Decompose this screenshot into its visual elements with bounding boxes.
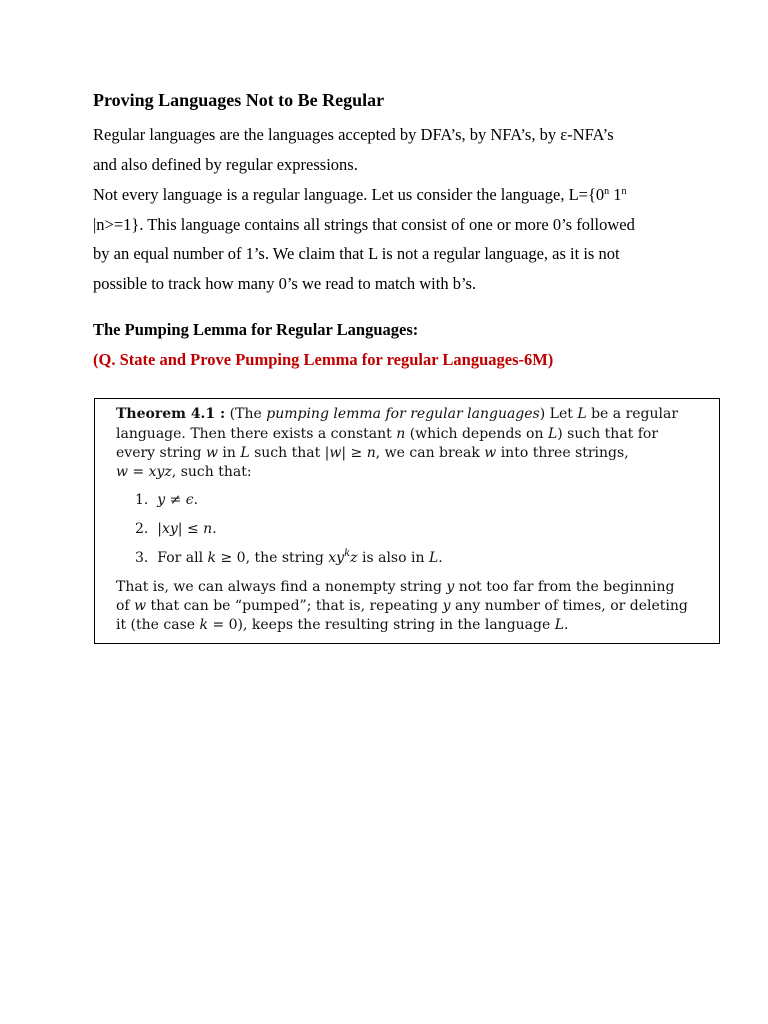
conclusion-2-a: of <box>116 598 135 614</box>
example-line-4: possible to track how many 0’s we read to match with b’s. <box>93 274 477 294</box>
theorem-l3-k: into three strings, <box>496 445 629 461</box>
superscript-n-2: n <box>621 186 627 197</box>
conclusion-2-b: w <box>134 598 147 614</box>
condition-3-f: is also in <box>357 550 429 566</box>
condition-1-number: 1. <box>135 492 149 508</box>
example-line-2: |n>=1}. This language contains all strings that consist of one or more 0’s followed <box>93 214 635 234</box>
theorem-l3-d: L <box>240 445 250 461</box>
conclusion-2-d: y <box>442 598 451 614</box>
condition-2-c: | ≤ <box>177 521 204 537</box>
theorem-box <box>94 398 720 644</box>
section-heading: Proving Languages Not to Be Regular <box>93 90 385 110</box>
theorem-l1-c: ) Let <box>539 406 578 422</box>
theorem-l2-d: L <box>547 426 558 442</box>
condition-3-h: . <box>438 550 443 566</box>
theorem-l2-e: ) such that for <box>557 426 659 442</box>
conclusion-2-c: that can be “pumped”; that is, repeating <box>146 598 443 614</box>
condition-2-number: 2. <box>135 521 149 537</box>
intro-line-2: and also defined by regular expressions. <box>93 154 358 174</box>
theorem-line-1 <box>116 405 678 424</box>
theorem-l1-e: be a regular <box>586 406 679 422</box>
condition-3-d: xy <box>328 550 345 566</box>
intro-line-1: Regular languages are the languages accepted by DFA’s, by NFA’s, by ε-NFA’s <box>93 125 614 144</box>
conclusion-1-a: That is, we can always find a nonempty string <box>116 579 447 595</box>
condition-1 <box>135 491 198 510</box>
theorem-l3-i: , we can break <box>375 445 485 461</box>
theorem-l1-d: L <box>577 406 587 422</box>
condition-2-d: n <box>203 521 213 537</box>
theorem-conclusion-3 <box>116 616 568 635</box>
condition-1-end: . <box>193 492 199 508</box>
theorem-line-3 <box>116 444 629 463</box>
theorem-l3-g: | ≥ <box>341 445 367 461</box>
intro-paragraph <box>93 120 693 179</box>
condition-2-e: . <box>212 521 217 537</box>
theorem-l4-b: , such that: <box>171 464 252 480</box>
theorem-l3-c: in <box>217 445 241 461</box>
condition-2 <box>135 520 217 539</box>
example-line-3: by an equal number of 1’s. We claim that L is not a regular language, as it is not <box>93 244 620 264</box>
example-line-1-text: Not every language is a regular language. Let us consider the language, L={0 <box>93 185 605 204</box>
theorem-l1-a: (The <box>225 406 267 422</box>
condition-3-a: For all <box>157 550 208 566</box>
conclusion-3-a: it (the case <box>116 617 200 633</box>
conclusion-2-e: any number of times, or deleting <box>450 598 688 614</box>
condition-2-a: | <box>157 521 162 537</box>
example-line-1-mid: 1 <box>609 185 622 204</box>
theorem-line-2 <box>116 425 658 444</box>
conclusion-3-e: . <box>564 617 569 633</box>
condition-3-g: L <box>428 550 439 566</box>
theorem-l2-c: (which depends on <box>405 426 548 442</box>
theorem-l2-b: n <box>396 426 406 442</box>
example-line-1 <box>93 180 693 210</box>
theorem-l3-a: every string <box>116 445 206 461</box>
condition-3-e: z <box>350 550 358 566</box>
conclusion-1-c: not too far from the beginning <box>454 579 675 595</box>
conclusion-3-d: L <box>554 617 565 633</box>
theorem-title: pumping lemma for regular languages <box>266 406 540 422</box>
theorem-l3-h: n <box>366 445 376 461</box>
condition-3 <box>135 549 443 568</box>
theorem-l3-b: w <box>205 445 218 461</box>
theorem-l3-f: w <box>329 445 342 461</box>
exam-question: (Q. State and Prove Pumping Lemma for regular Languages-6M) <box>93 350 554 369</box>
theorem-l3-e: such that | <box>249 445 330 461</box>
theorem-line-4 <box>116 463 252 482</box>
condition-3-c: ≥ 0, the string <box>216 550 329 566</box>
superscript-n-1: n <box>604 186 610 197</box>
conclusion-3-c: = 0), keeps the resulting string in the language <box>208 617 555 633</box>
theorem-conclusion-2 <box>116 597 688 616</box>
condition-3-b: k <box>207 550 217 566</box>
language-example-paragraph <box>93 180 693 299</box>
pumping-lemma-heading: The Pumping Lemma for Regular Languages: <box>93 320 419 339</box>
theorem-l2-a: language. Then there exists a constant <box>116 426 397 442</box>
theorem-l4-a: w = xyz <box>116 464 172 480</box>
conclusion-3-b: k <box>199 617 208 633</box>
condition-3-superscript: k <box>344 548 351 559</box>
theorem-conclusion-1 <box>116 578 674 597</box>
conclusion-1-b: y <box>446 579 455 595</box>
theorem-label: Theorem 4.1 : <box>116 406 226 422</box>
condition-1-text: y ≠ ϵ <box>157 492 194 508</box>
theorem-l3-j: w <box>484 445 497 461</box>
condition-2-b: xy <box>161 521 178 537</box>
condition-3-number: 3. <box>135 550 149 566</box>
